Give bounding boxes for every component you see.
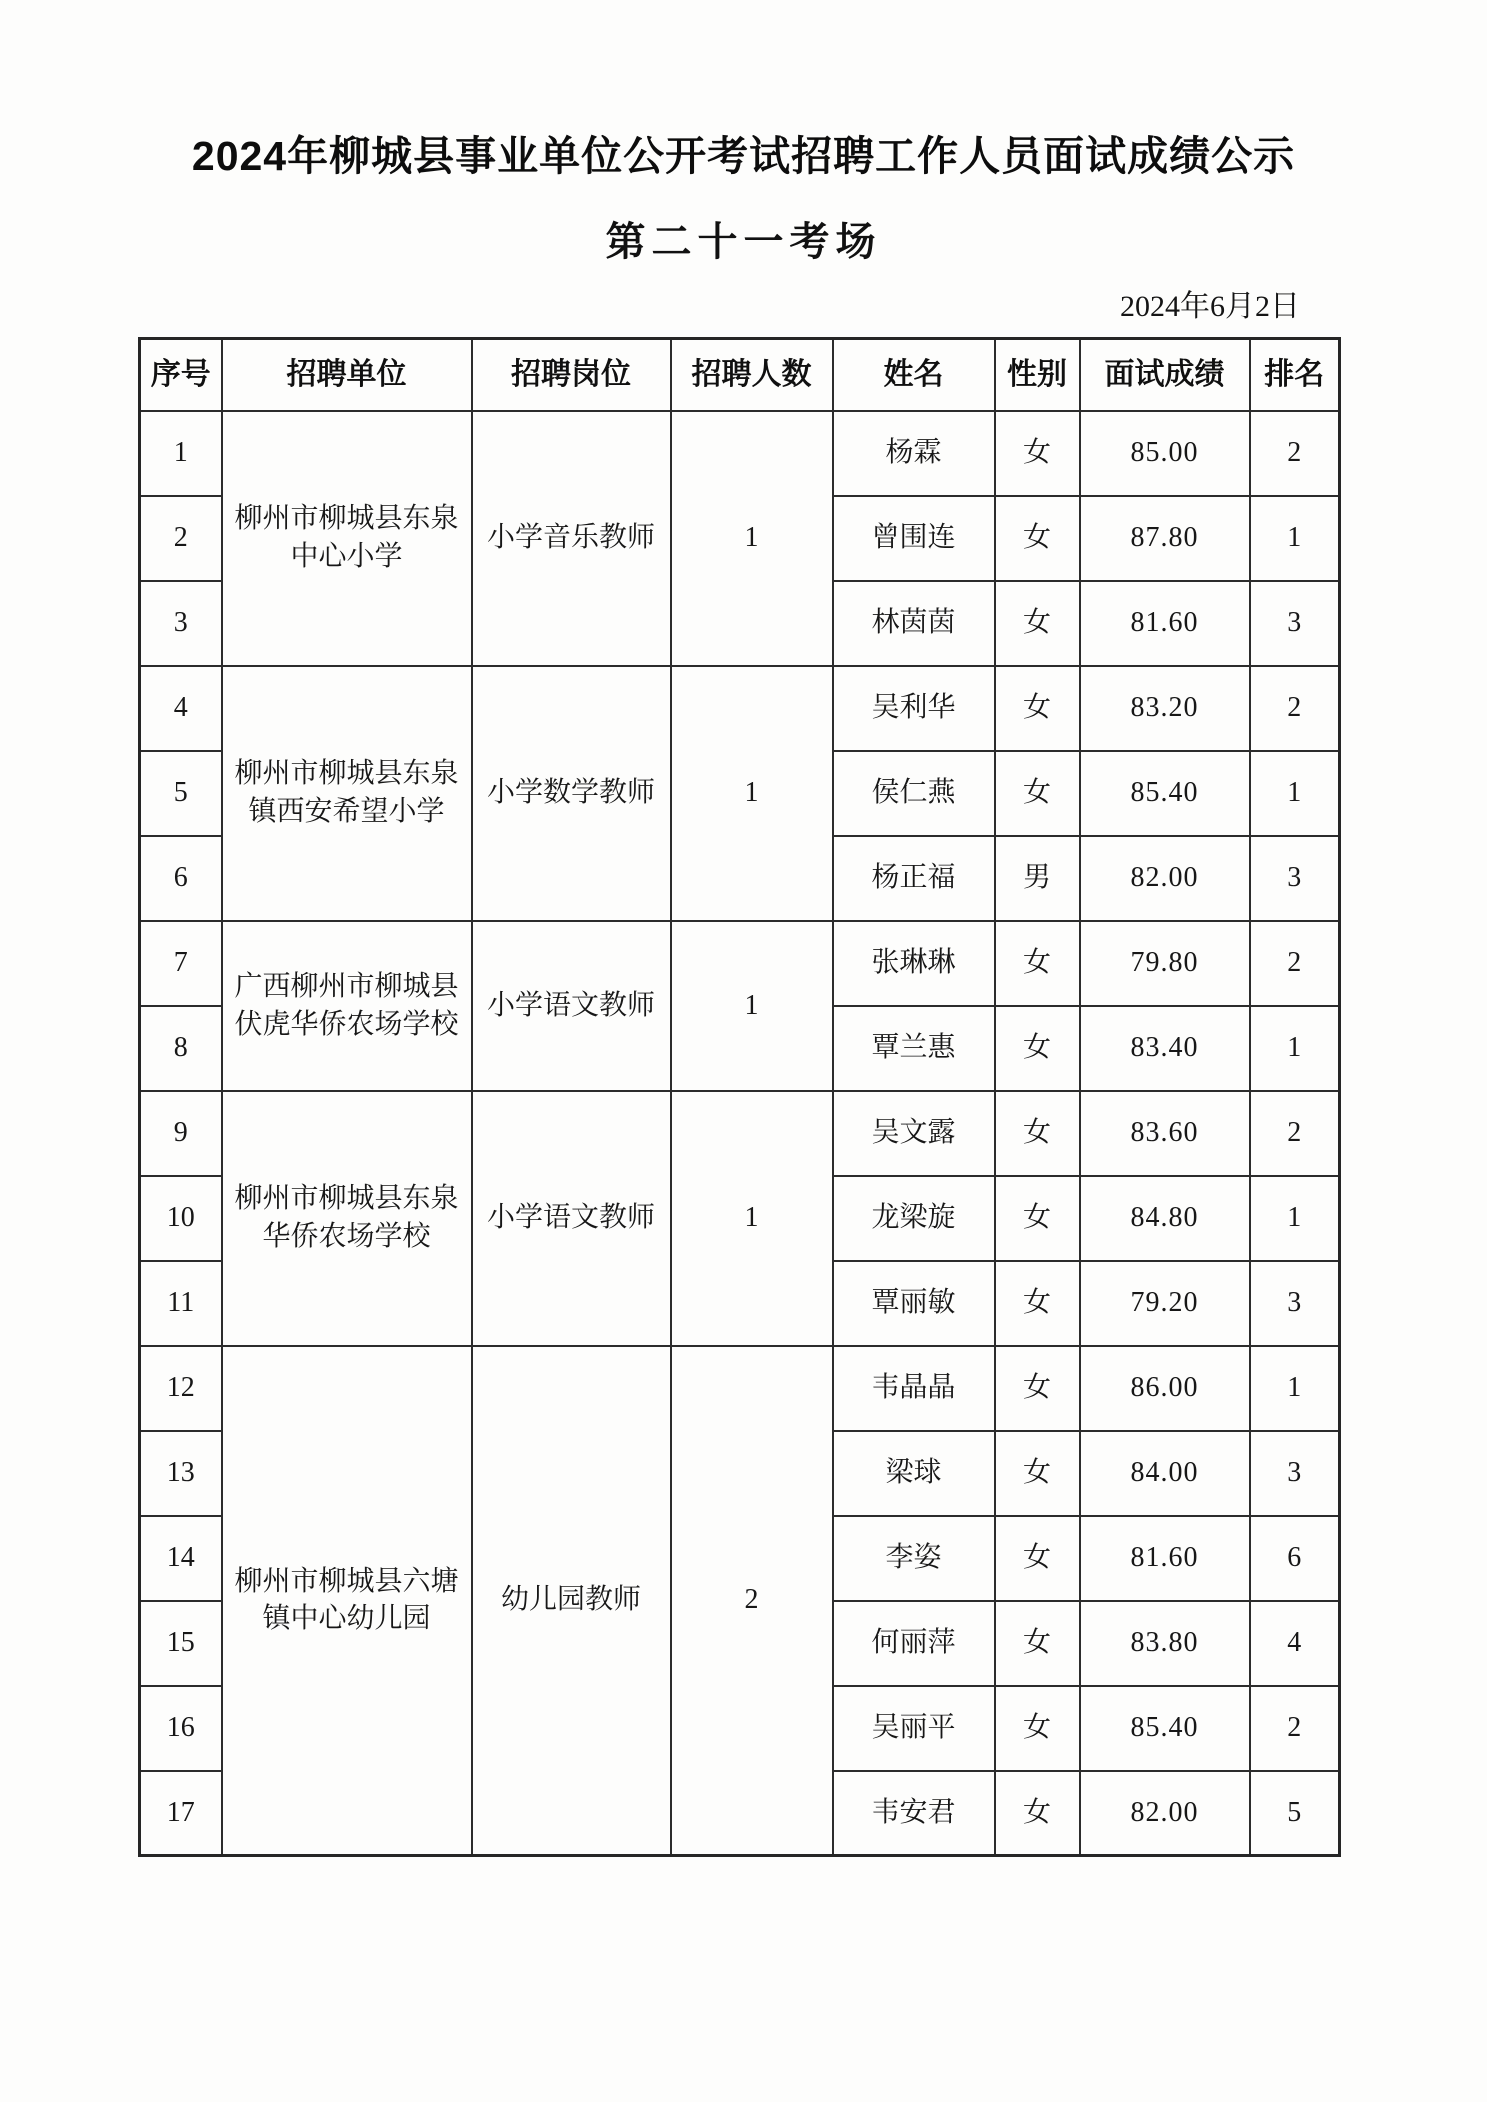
name-cell: 林茵茵 [833,581,995,666]
quota-cell: 1 [671,921,833,1091]
gender-cell: 女 [995,751,1080,836]
rank-cell: 1 [1250,1346,1340,1431]
score-cell: 81.60 [1080,1516,1250,1601]
serial-cell: 16 [140,1686,222,1771]
quota-cell: 1 [671,411,833,666]
name-cell: 梁球 [833,1431,995,1516]
gender-cell: 女 [995,1006,1080,1091]
gender-cell: 女 [995,1261,1080,1346]
gender-cell: 女 [995,1516,1080,1601]
rank-cell: 1 [1250,751,1340,836]
score-cell: 79.80 [1080,921,1250,1006]
gender-cell: 女 [995,411,1080,496]
position-cell: 幼儿园教师 [472,1346,671,1856]
name-cell: 吴丽平 [833,1686,995,1771]
rank-cell: 2 [1250,1686,1340,1771]
score-cell: 79.20 [1080,1261,1250,1346]
rank-cell: 1 [1250,496,1340,581]
gender-cell: 女 [995,496,1080,581]
rank-cell: 2 [1250,1091,1340,1176]
gender-cell: 女 [995,1431,1080,1516]
gender-cell: 女 [995,666,1080,751]
results-table [138,337,1341,1857]
score-cell: 81.60 [1080,581,1250,666]
unit-cell: 柳州市柳城县东泉中心小学 [222,411,472,666]
serial-cell: 12 [140,1346,222,1431]
score-cell: 83.80 [1080,1601,1250,1686]
name-cell: 吴文露 [833,1091,995,1176]
name-cell: 杨霖 [833,411,995,496]
header-unit: 招聘单位 [222,339,472,411]
table-row [140,1091,1340,1176]
table-row [140,921,1340,1006]
unit-cell: 柳州市柳城县东泉镇西安希望小学 [222,666,472,921]
serial-cell: 3 [140,581,222,666]
score-cell: 86.00 [1080,1346,1250,1431]
name-cell: 覃丽敏 [833,1261,995,1346]
serial-cell: 2 [140,496,222,581]
score-cell: 83.20 [1080,666,1250,751]
unit-cell: 柳州市柳城县东泉华侨农场学校 [222,1091,472,1346]
position-cell: 小学音乐教师 [472,411,671,666]
serial-cell: 10 [140,1176,222,1261]
serial-cell: 7 [140,921,222,1006]
name-cell: 张琳琳 [833,921,995,1006]
gender-cell: 男 [995,836,1080,921]
rank-cell: 3 [1250,1261,1340,1346]
score-cell: 85.00 [1080,411,1250,496]
document-date: 2024年6月2日 [1120,290,1300,324]
table-header [140,339,1340,411]
score-cell: 85.40 [1080,751,1250,836]
name-cell: 侯仁燕 [833,751,995,836]
header-position: 招聘岗位 [472,339,671,411]
table-row [140,1346,1340,1431]
score-cell: 83.40 [1080,1006,1250,1091]
header-gender: 性别 [995,339,1080,411]
position-cell: 小学语文教师 [472,1091,671,1346]
score-cell: 83.60 [1080,1091,1250,1176]
serial-cell: 11 [140,1261,222,1346]
header-serial: 序号 [140,339,222,411]
gender-cell: 女 [995,1771,1080,1856]
header-quota: 招聘人数 [671,339,833,411]
score-cell: 85.40 [1080,1686,1250,1771]
serial-cell: 8 [140,1006,222,1091]
name-cell: 覃兰惠 [833,1006,995,1091]
rank-cell: 1 [1250,1006,1340,1091]
score-cell: 84.80 [1080,1176,1250,1261]
header-name: 姓名 [833,339,995,411]
score-cell: 82.00 [1080,836,1250,921]
quota-cell: 2 [671,1346,833,1856]
serial-cell: 14 [140,1516,222,1601]
name-cell: 龙梁旋 [833,1176,995,1261]
table-row [140,411,1340,496]
serial-cell: 1 [140,411,222,496]
name-cell: 李姿 [833,1516,995,1601]
page-title: 2024年柳城县事业单位公开考试招聘工作人员面试成绩公示 [191,133,1296,179]
position-cell: 小学语文教师 [472,921,671,1091]
serial-cell: 9 [140,1091,222,1176]
serial-cell: 5 [140,751,222,836]
name-cell: 何丽萍 [833,1601,995,1686]
gender-cell: 女 [995,1686,1080,1771]
score-cell: 87.80 [1080,496,1250,581]
gender-cell: 女 [995,1346,1080,1431]
rank-cell: 5 [1250,1771,1340,1856]
rank-cell: 4 [1250,1601,1340,1686]
rank-cell: 3 [1250,581,1340,666]
gender-cell: 女 [995,1176,1080,1261]
serial-cell: 15 [140,1601,222,1686]
table-body [140,411,1340,1856]
gender-cell: 女 [995,921,1080,1006]
score-cell: 82.00 [1080,1771,1250,1856]
name-cell: 韦晶晶 [833,1346,995,1431]
position-cell: 小学数学教师 [472,666,671,921]
unit-cell: 柳州市柳城县六塘镇中心幼儿园 [222,1346,472,1856]
header-rank: 排名 [1250,339,1340,411]
name-cell: 韦安君 [833,1771,995,1856]
rank-cell: 2 [1250,666,1340,751]
quota-cell: 1 [671,666,833,921]
rank-cell: 2 [1250,921,1340,1006]
rank-cell: 3 [1250,836,1340,921]
name-cell: 吴利华 [833,666,995,751]
gender-cell: 女 [995,581,1080,666]
serial-cell: 4 [140,666,222,751]
gender-cell: 女 [995,1601,1080,1686]
header-row [140,339,1340,411]
unit-cell: 广西柳州市柳城县伏虎华侨农场学校 [222,921,472,1091]
page-subtitle: 第二十一考场 [605,220,882,265]
gender-cell: 女 [995,1091,1080,1176]
rank-cell: 6 [1250,1516,1340,1601]
name-cell: 杨正福 [833,836,995,921]
serial-cell: 6 [140,836,222,921]
name-cell: 曾围连 [833,496,995,581]
serial-cell: 13 [140,1431,222,1516]
header-score: 面试成绩 [1080,339,1250,411]
table-row [140,666,1340,751]
rank-cell: 3 [1250,1431,1340,1516]
score-cell: 84.00 [1080,1431,1250,1516]
rank-cell: 2 [1250,411,1340,496]
rank-cell: 1 [1250,1176,1340,1261]
quota-cell: 1 [671,1091,833,1346]
serial-cell: 17 [140,1771,222,1856]
